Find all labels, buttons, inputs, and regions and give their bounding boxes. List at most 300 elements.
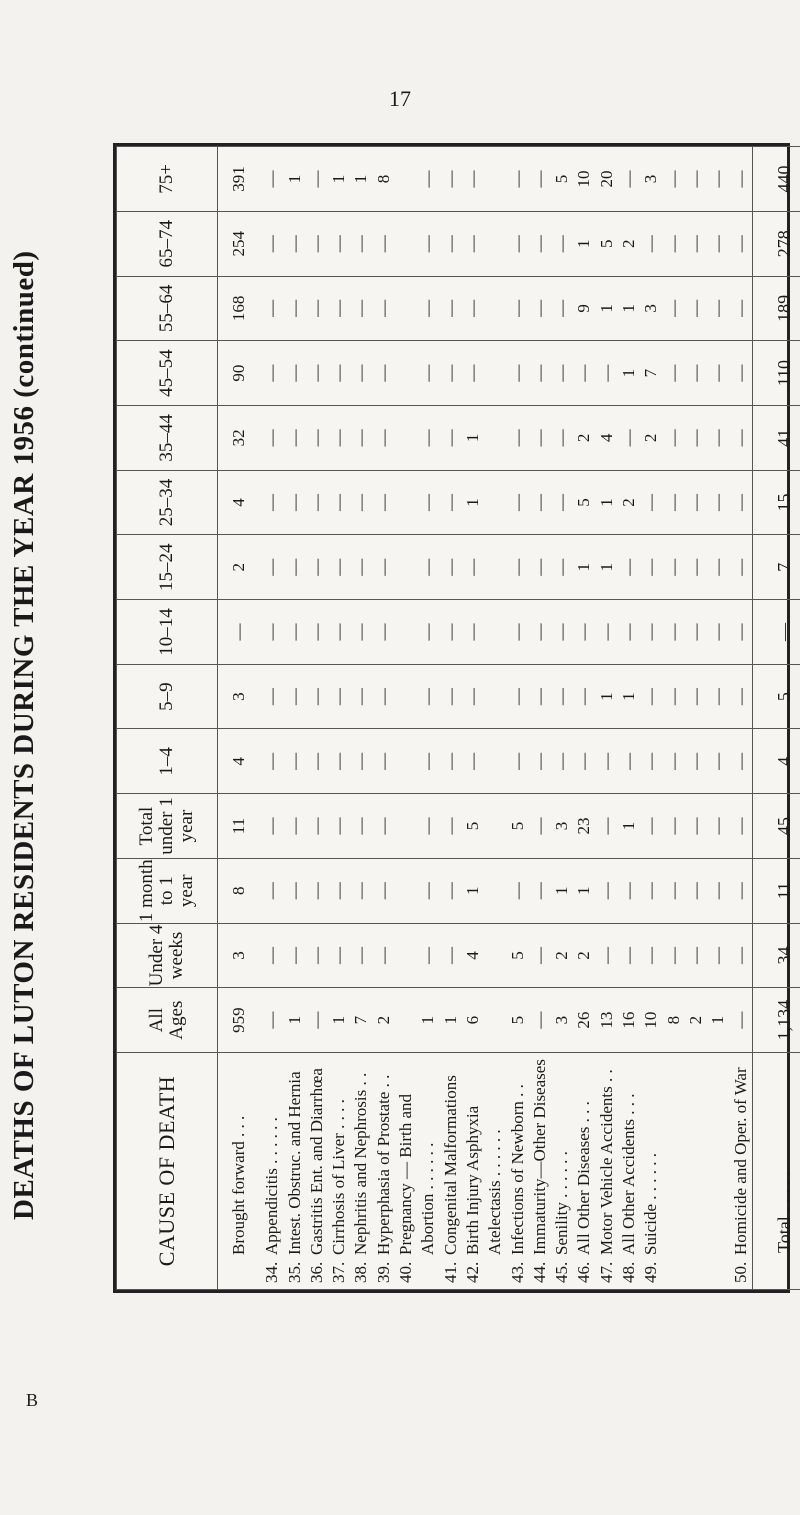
- cause-value: —: [663, 752, 683, 770]
- deaths-table-rotated: [116, 146, 795, 1290]
- total-value: 41: [752, 405, 800, 470]
- cause-column-header: CAUSE OF DEATH: [117, 1053, 218, 1290]
- cause-value: —: [418, 429, 438, 447]
- cause-value: 9: [574, 304, 594, 313]
- cause-value: —: [574, 752, 594, 770]
- cause-value: 1: [596, 304, 616, 313]
- cause-value: 3: [552, 821, 572, 831]
- cause-number: [707, 1255, 729, 1283]
- deaths-table-frame: [113, 143, 795, 1293]
- cause-value: —: [351, 882, 371, 900]
- cause-value: 20: [596, 170, 616, 188]
- cause-value: 1: [596, 562, 616, 572]
- cause-value: —: [306, 946, 326, 964]
- cause-value: —: [596, 752, 616, 770]
- cause-value: —: [685, 429, 705, 447]
- cause-value: —: [685, 558, 705, 576]
- cause-value: —: [685, 946, 705, 964]
- cause-value: —: [663, 946, 683, 964]
- cause-value: —: [306, 752, 326, 770]
- cause-value: —: [663, 299, 683, 317]
- cause-number: [663, 1255, 685, 1283]
- cause-value: —: [262, 558, 282, 576]
- cause-value: 5: [552, 174, 572, 184]
- total-row: [752, 147, 800, 1290]
- cause-number: 48.: [619, 1261, 639, 1283]
- cause-value: 2: [641, 433, 661, 443]
- value-column: [218, 664, 753, 729]
- value-column: [218, 211, 753, 276]
- cause-value: 1: [708, 1015, 728, 1025]
- cause-item: [618, 1053, 640, 1283]
- cause-value: —: [373, 946, 393, 964]
- cause-value: —: [373, 752, 393, 770]
- cause-value: —: [373, 429, 393, 447]
- cause-value: —: [351, 688, 371, 706]
- cause-value: —: [619, 429, 639, 447]
- cause-value: [484, 729, 506, 793]
- cause-value: —: [619, 946, 639, 964]
- cause-value: 5: [596, 239, 616, 248]
- page-number: 17: [389, 86, 411, 111]
- cause-value: —: [329, 494, 349, 512]
- value-column: [218, 147, 753, 212]
- cause-value: —: [262, 623, 282, 641]
- value-column: [218, 535, 753, 600]
- cause-value: 1: [462, 433, 482, 443]
- cause-value: —: [418, 170, 438, 188]
- cause-value: 16: [619, 1011, 639, 1029]
- value-column: [218, 729, 753, 794]
- cause-value: —: [552, 494, 572, 512]
- cause-value: 1: [418, 1015, 438, 1025]
- cause-value: [395, 212, 417, 276]
- cause-value: 2: [619, 239, 639, 248]
- cause-value: —: [663, 882, 683, 900]
- cause-value: —: [440, 494, 460, 512]
- cause-value: —: [708, 494, 728, 512]
- cause-value: 6: [462, 1015, 482, 1025]
- cause-value: —: [663, 494, 683, 512]
- cause-item: [395, 1053, 417, 1283]
- cause-label: Motor Vehicle Accidents . .: [596, 1069, 616, 1255]
- cause-value: —: [351, 946, 371, 964]
- brought-forward-value: 11: [229, 817, 248, 835]
- brought-forward-value: 4: [229, 498, 248, 507]
- cause-number: 49.: [641, 1261, 661, 1283]
- cause-value: —: [262, 235, 282, 253]
- cause-number: [484, 1255, 506, 1283]
- cause-value: —: [685, 299, 705, 317]
- total-value: 189: [752, 276, 800, 341]
- cause-value: —: [529, 946, 549, 964]
- cause-value: 2: [574, 951, 594, 960]
- value-column: [218, 923, 753, 988]
- cause-value: —: [663, 235, 683, 253]
- table-body-row: [218, 147, 753, 1290]
- cause-value: —: [306, 623, 326, 641]
- cause-value: —: [373, 623, 393, 641]
- cause-value: —: [708, 429, 728, 447]
- cause-value: —: [329, 364, 349, 382]
- brought-forward-value: 168: [229, 295, 248, 322]
- cause-value: —: [730, 623, 750, 641]
- cause-value: —: [462, 170, 482, 188]
- cause-value: —: [440, 688, 460, 706]
- cause-value: —: [529, 623, 549, 641]
- cause-value: —: [306, 817, 326, 835]
- cause-label: Atelectasis . . . . . .: [485, 1129, 505, 1255]
- cause-value: [395, 988, 417, 1052]
- cause-value: —: [685, 170, 705, 188]
- cause-value: —: [373, 235, 393, 253]
- cause-value: —: [306, 299, 326, 317]
- cause-value: —: [663, 364, 683, 382]
- cause-value: —: [552, 558, 572, 576]
- cause-item: [730, 1053, 752, 1283]
- cause-value: [395, 665, 417, 729]
- cause-value: —: [641, 882, 661, 900]
- total-value: 7: [752, 535, 800, 600]
- cause-item: [707, 1053, 729, 1283]
- cause-value: —: [529, 882, 549, 900]
- cause-value: —: [730, 882, 750, 900]
- brought-forward-value: 959: [229, 1007, 248, 1033]
- cause-value: —: [619, 170, 639, 188]
- cause-value: [395, 535, 417, 599]
- total-label: Total . . . . .: [752, 1053, 800, 1290]
- cause-label: Abortion . . . . . .: [418, 1142, 438, 1255]
- cause-value: —: [663, 623, 683, 641]
- cause-value: [484, 988, 506, 1052]
- cause-value: —: [351, 752, 371, 770]
- cause-value: —: [418, 235, 438, 253]
- cause-value: —: [284, 558, 304, 576]
- cause-value: —: [351, 235, 371, 253]
- cause-label: Intest. Obstruc. and Hernia: [284, 1071, 304, 1255]
- cause-value: —: [418, 623, 438, 641]
- cause-value: 1: [574, 886, 594, 895]
- cause-value: —: [552, 235, 572, 253]
- cause-value: —: [529, 494, 549, 512]
- cause-value: —: [284, 882, 304, 900]
- cause-value: [395, 147, 417, 211]
- cause-number: 46.: [574, 1261, 594, 1283]
- column-header: All Ages: [117, 988, 218, 1053]
- cause-value: —: [306, 1011, 326, 1029]
- value-column: [218, 470, 753, 535]
- cause-value: [484, 406, 506, 470]
- cause-value: —: [529, 688, 549, 706]
- cause-value: —: [529, 235, 549, 253]
- cause-value: 2: [373, 1015, 393, 1025]
- cause-value: —: [641, 688, 661, 706]
- cause-value: —: [462, 688, 482, 706]
- cause-value: —: [730, 688, 750, 706]
- cause-value: —: [373, 364, 393, 382]
- cause-item: [640, 1053, 662, 1283]
- cause-list-cell: [218, 1053, 753, 1290]
- cause-value: [395, 794, 417, 858]
- cause-value: —: [730, 946, 750, 964]
- cause-value: —: [529, 429, 549, 447]
- cause-value: —: [552, 623, 572, 641]
- cause-item: [529, 1053, 551, 1283]
- cause-value: —: [596, 364, 616, 382]
- cause-value: —: [685, 364, 705, 382]
- cause-value: —: [663, 817, 683, 835]
- cause-value: 1: [574, 562, 594, 572]
- cause-value: [484, 147, 506, 211]
- cause-value: —: [462, 235, 482, 253]
- total-value: 110: [752, 341, 800, 406]
- cause-value: —: [351, 494, 371, 512]
- cause-value: —: [507, 235, 527, 253]
- column-header: 35–44: [117, 405, 218, 470]
- cause-value: —: [329, 688, 349, 706]
- cause-value: —: [284, 494, 304, 512]
- cause-value: [395, 406, 417, 470]
- cause-value: —: [641, 752, 661, 770]
- cause-value: —: [641, 235, 661, 253]
- cause-value: —: [262, 299, 282, 317]
- brought-forward-value: 254: [229, 230, 248, 257]
- cause-value: 8: [373, 174, 393, 184]
- brought-forward-value: 32: [229, 429, 248, 447]
- cause-value: 10: [641, 1011, 661, 1029]
- total-value: —: [752, 600, 800, 665]
- cause-number: [685, 1255, 707, 1283]
- column-header: Total under 1 year: [117, 794, 218, 859]
- cause-value: —: [284, 688, 304, 706]
- cause-value: —: [730, 558, 750, 576]
- cause-value: —: [730, 1011, 750, 1029]
- cause-value: —: [730, 817, 750, 835]
- cause-value: —: [440, 299, 460, 317]
- page-title: DEATHS OF LUTON RESIDENTS DURING THE YEAR 1956 (continued): [8, 250, 40, 1220]
- cause-number: 37.: [329, 1261, 349, 1283]
- column-header: 1 month to 1 year: [117, 858, 218, 923]
- cause-value: —: [351, 623, 371, 641]
- cause-value: —: [552, 752, 572, 770]
- cause-label: All Other Accidents . . .: [619, 1093, 639, 1255]
- cause-value: —: [685, 882, 705, 900]
- cause-value: —: [440, 170, 460, 188]
- cause-value: —: [329, 623, 349, 641]
- brought-forward-value: 8: [229, 886, 248, 895]
- column-header: 10–14: [117, 600, 218, 665]
- cause-value: —: [529, 752, 549, 770]
- cause-item: [573, 1053, 595, 1283]
- cause-number: 43.: [507, 1261, 527, 1283]
- cause-value: —: [306, 235, 326, 253]
- cause-value: 2: [619, 498, 639, 507]
- cause-number: 50.: [730, 1261, 750, 1283]
- cause-value: —: [262, 946, 282, 964]
- cause-value: [395, 277, 417, 341]
- cause-value: —: [685, 494, 705, 512]
- cause-value: —: [507, 364, 527, 382]
- value-column: [218, 988, 753, 1053]
- cause-value: —: [462, 364, 482, 382]
- cause-value: —: [507, 623, 527, 641]
- brought-forward-value: 391: [229, 166, 248, 192]
- cause-number: 44.: [529, 1261, 549, 1283]
- cause-value: —: [418, 688, 438, 706]
- cause-value: —: [329, 235, 349, 253]
- cause-number: 47.: [596, 1261, 616, 1283]
- cause-value: [484, 212, 506, 276]
- cause-value: 13: [596, 1011, 616, 1029]
- value-column: [218, 600, 753, 665]
- total-value: 440: [752, 147, 800, 212]
- cause-value: 1: [284, 1015, 304, 1025]
- cause-value: —: [306, 429, 326, 447]
- cause-value: —: [440, 364, 460, 382]
- cause-value: [484, 794, 506, 858]
- cause-value: —: [418, 558, 438, 576]
- cause-item: [328, 1053, 350, 1283]
- cause-number: 45.: [552, 1261, 572, 1283]
- cause-value: 1: [596, 692, 616, 701]
- cause-value: —: [351, 558, 371, 576]
- cause-value: —: [596, 623, 616, 641]
- total-value: 11: [752, 858, 800, 923]
- cause-value: —: [529, 170, 549, 188]
- cause-item: [261, 1053, 283, 1283]
- cause-number: 35.: [284, 1261, 304, 1283]
- column-header: Under 4 weeks: [117, 923, 218, 988]
- cause-value: —: [507, 688, 527, 706]
- cause-label: Congenital Malformations: [440, 1075, 460, 1255]
- cause-value: —: [284, 817, 304, 835]
- cause-number: 34.: [262, 1261, 282, 1283]
- cause-label: Senility . . . . . .: [552, 1151, 572, 1255]
- cause-value: —: [440, 817, 460, 835]
- cause-value: —: [596, 946, 616, 964]
- column-header: 1–4: [117, 729, 218, 794]
- cause-number: 38.: [351, 1261, 371, 1283]
- cause-value: 3: [641, 304, 661, 313]
- cause-value: 2: [574, 433, 594, 443]
- cause-value: —: [329, 752, 349, 770]
- cause-value: —: [552, 429, 572, 447]
- cause-number: 41.: [440, 1261, 460, 1283]
- cause-label: Cirrhosis of Liver . . . .: [329, 1099, 349, 1255]
- cause-value: —: [373, 558, 393, 576]
- cause-value: [395, 341, 417, 405]
- total-value: 4: [752, 729, 800, 794]
- cause-value: —: [440, 235, 460, 253]
- cause-value: —: [685, 817, 705, 835]
- cause-value: —: [529, 1011, 549, 1029]
- cause-value: —: [507, 882, 527, 900]
- cause-value: 23: [574, 817, 594, 835]
- cause-value: —: [351, 817, 371, 835]
- value-column: [218, 341, 753, 406]
- cause-value: —: [552, 688, 572, 706]
- cause-value: 5: [507, 821, 527, 831]
- total-value: 1,134: [752, 988, 800, 1053]
- cause-value: 7: [641, 368, 661, 378]
- cause-value: —: [708, 299, 728, 317]
- cause-value: —: [284, 364, 304, 382]
- cause-value: —: [529, 364, 549, 382]
- cause-value: —: [663, 170, 683, 188]
- cause-value: —: [262, 752, 282, 770]
- cause-value: —: [373, 299, 393, 317]
- cause-value: 10: [574, 170, 594, 188]
- cause-value: —: [552, 364, 572, 382]
- cause-value: [395, 924, 417, 988]
- cause-value: 26: [574, 1011, 594, 1029]
- cause-value: —: [641, 946, 661, 964]
- brought-forward-value: 3: [229, 951, 248, 960]
- cause-value: —: [262, 1011, 282, 1029]
- cause-value: 3: [641, 174, 661, 184]
- value-column: [218, 858, 753, 923]
- cause-item: [373, 1053, 395, 1283]
- cause-value: —: [730, 494, 750, 512]
- cause-value: —: [284, 235, 304, 253]
- value-column: [218, 405, 753, 470]
- cause-value: [484, 535, 506, 599]
- column-header: 15–24: [117, 535, 218, 600]
- cause-item: [440, 1053, 462, 1283]
- column-header: 55–64: [117, 276, 218, 341]
- cause-label: Infections of Newborn . .: [507, 1084, 527, 1255]
- cause-value: —: [329, 946, 349, 964]
- cause-value: —: [418, 364, 438, 382]
- cause-value: —: [351, 299, 371, 317]
- brought-forward-value: —: [229, 623, 248, 641]
- cause-value: —: [708, 946, 728, 964]
- cause-value: [484, 859, 506, 923]
- cause-value: —: [462, 623, 482, 641]
- cause-label: Brought forward . . .: [229, 1115, 248, 1255]
- cause-value: [484, 924, 506, 988]
- cause-value: —: [262, 817, 282, 835]
- cause-value: —: [663, 429, 683, 447]
- cause-value: —: [306, 882, 326, 900]
- cause-value: —: [619, 752, 639, 770]
- margin-mark: B: [26, 1390, 39, 1410]
- cause-number: 40.: [396, 1261, 416, 1283]
- cause-value: —: [284, 623, 304, 641]
- cause-value: 1: [329, 1015, 349, 1025]
- cause-value: —: [708, 170, 728, 188]
- cause-item: [507, 1053, 529, 1283]
- cause-value: —: [373, 494, 393, 512]
- cause-value: [484, 665, 506, 729]
- column-header: 65–74: [117, 211, 218, 276]
- cause-value: 7: [351, 1015, 371, 1025]
- cause-value: —: [262, 170, 282, 188]
- cause-value: —: [663, 688, 683, 706]
- cause-value: 5: [507, 951, 527, 960]
- cause-value: —: [284, 429, 304, 447]
- cause-value: —: [462, 299, 482, 317]
- cause-value: —: [730, 752, 750, 770]
- cause-value: —: [262, 882, 282, 900]
- cause-value: —: [462, 558, 482, 576]
- cause-value: —: [284, 752, 304, 770]
- cause-value: —: [641, 817, 661, 835]
- cause-value: —: [529, 299, 549, 317]
- cause-number: [417, 1255, 439, 1283]
- total-value: 45: [752, 794, 800, 859]
- cause-value: 1: [351, 174, 371, 184]
